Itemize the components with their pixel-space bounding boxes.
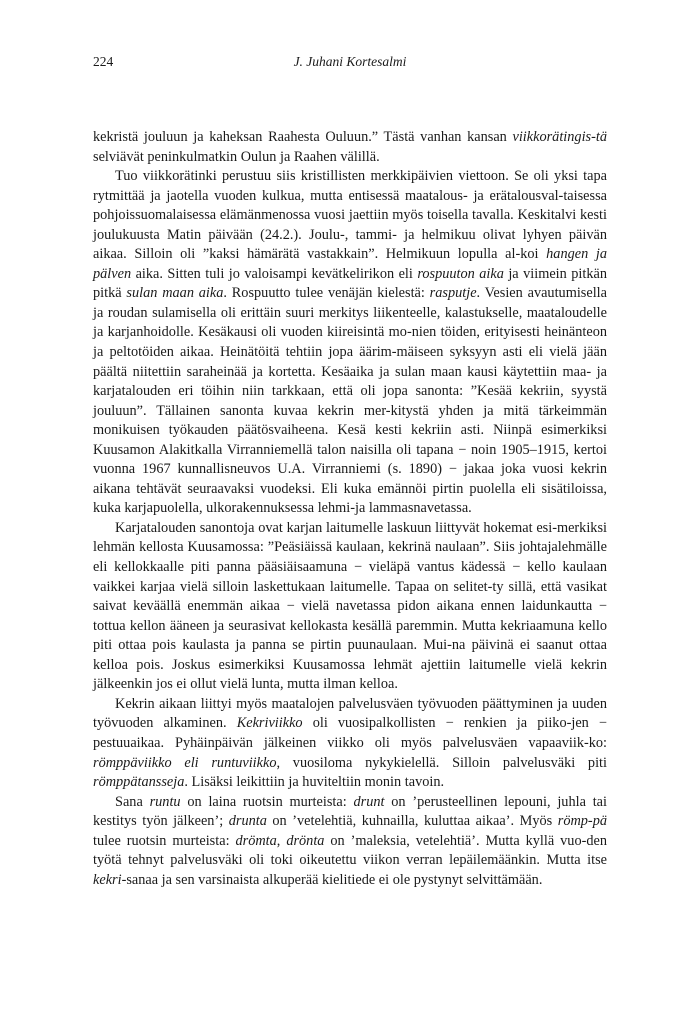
italic-term: römppäviikko eli runtuviikko	[93, 754, 277, 771]
paragraph-5	[93, 793, 607, 891]
text-run: kekristä jouluun ja kaheksan Raahesta Ouluun.” Tästä vanhan kansan	[93, 129, 513, 145]
text-run: on ’maleksia, vetelehtiä’. Mutta kyllä vuo-den työtä tehnyt palvelusväki oli toki oikeutettu viikon verran lepäilemäänkin. Mutta itse	[93, 832, 607, 869]
italic-term: kekri	[93, 871, 122, 888]
italic-term: viikkorätingis-tä	[512, 129, 607, 145]
paragraph-4	[93, 695, 607, 793]
italic-term: sulan maan aika	[126, 285, 224, 302]
text-run: . Vesien avautumisella ja roudan sulamisella oli erittäin suuri merkitys liikenteelle, kalastukselle, maataloudelle ja karjanhoidolle. Kesäkausi oli vuoden kiireisintä mo-nien töiden, erityisesti heinänteon ja peltotöiden aikaa. Heinätöitä tehtiin jopa äärim-mäiseen syksyyn asti eli vielä jään päältä niitettiin saraheinää ja kortetta. Kesäaika ja sulan maan kausi käytettiin maa- ja karjatalouden eri töihin niin tarkkaan, että oli jopa sanonta: ”Kesää kekriin, syystä jouluun”. Tällainen sanonta kuvaa kekrin mer-kitystä yhden ja mitä tärkeimmän monikuisen työkauden päätösvaiheena. Kesä kesti kekriin asti. Niinpä esimerkiksi Kuusamon Alakitkalla Virranniemellä talon naisilla oli tapana − noin 1905–1915, kertoi vuonna 1967 kunnallisneuvos U.A. Virranniemi (s. 1890) − jakaa joka vuosi kekrin aikana tehtävät seuraavaksi vuodeksi. Eli kuka emännöi pirtin puolella eli sisätiloissa, kuka karjapuolella, ulkorakennuksessa lehmi-ja lammasnavetassa.	[93, 285, 607, 517]
text-run: tulee ruotsin murteista:	[93, 832, 236, 849]
text-run: Tuo viikkorätinki perustuu siis kristillisten merkkipäivien viettoon. Se oli yksi tapa rytmittää ja jaotella vuoden kulkua, mutta entisessä maatalous- ja erätalousval-taisessa pohjoissuomalaisessa elämänmenossa vuosi jaettiin myös toisella tavalla. Keskitalvi kesti joulukuusta Matin päivään (24.2.). Joulu-, tammi- ja helmikuu olivat lyhyen päivän aikaa. Silloin oli ”kaksi hämärätä vastakkain”. Helmikuun lopulla al-koi	[93, 168, 607, 263]
running-title: J. Juhani Kortesalmi	[293, 54, 407, 69]
paragraph-3	[93, 519, 607, 695]
italic-term: Kekriviikko	[236, 715, 303, 732]
italic-term: drömta	[235, 832, 277, 849]
text-run: -sanaa ja sen varsinaista alkuperää kielitiede ei ole pystynyt selvittämään.	[121, 871, 543, 888]
italic-term: römppätansseja	[93, 774, 185, 791]
text-run: oli vuosipalkollisten − renkien ja piiko-jen − pestuuaikaa. Pyhäinpäivän jälkeinen viikko oli myös palvelusväen vapaaviik-ko:	[93, 715, 607, 751]
italic-term: rospuuton aika	[417, 265, 504, 282]
text-run: on ’perusteellinen lepouni, juhla tai kestitys työn jälkeen’;	[93, 793, 607, 830]
text-run: , vuosiloma nykykielellä. Silloin palvelusväki piti	[276, 754, 607, 771]
text-run: ja viimein pitkän pitkä	[93, 265, 607, 302]
text-run: Karjatalouden sanontoja ovat karjan laitumelle laskuun liittyvät hokemat esi-merkiksi lehmän kellosta Kuusamossa: ”Peäsiäissä kaulaan, kekrinä naulaan”. Siis johtajalehmälle eli kellokkaalle piti panna pääsiäisaamuna − vieläpä vantus kädessä − kello kaulaan vaikkei karjaa vielä silloin laskettukaan laitumelle. Tapaa on selitet-ty sillä, että vasikat saivat keväällä enemmän aikaa − vielä navetassa pidon aikana ennen laidunkautta − tottua kellon ääneen ja seurasivat kellokasta kesällä paremmin. Mutta kekriaamuna kello piti ottaa pois kaulasta ja panna se pirtin puunaulaan. Mui-na päivinä ei saanut ottaa kelloa pois. Joskus esimerkiksi Kuusamossa lehmät ajettiin laitumelle vielä kekrin jälkeenkin jos ei ollut vielä lunta, mutta ilman kelloa.	[93, 519, 607, 693]
text-run: Sana	[115, 793, 150, 810]
italic-term: hangen ja pälven	[93, 246, 607, 282]
text-run: aika. Sitten tuli jo valoisampi kevätkelirikon eli	[131, 265, 418, 282]
italic-term: drunta	[228, 813, 267, 830]
text-run: Kekrin aikaan liittyi myös maatalojen palvelusväen työvuoden päättyminen ja uuden työvuoden alkaminen.	[93, 695, 607, 732]
italic-term: römp-pä	[557, 813, 607, 830]
text-run: on laina ruotsin murteista:	[180, 793, 354, 810]
text-run: selviävät peninkulmatkin Oulun ja Raahen välillä.	[93, 148, 380, 165]
paragraph-1	[93, 128, 607, 167]
italic-term: drönta	[286, 832, 325, 849]
text-run: . Lisäksi leikittiin ja huviteltiin monin tavoin.	[184, 774, 445, 791]
italic-term: rasputje	[429, 285, 477, 302]
page-number: 224	[93, 54, 114, 69]
text-run: ,	[276, 832, 287, 849]
body-text	[93, 128, 607, 890]
running-head	[93, 54, 607, 74]
italic-term: drunt	[353, 793, 385, 810]
paragraph-2	[93, 167, 607, 519]
text-run: . Rospuutto tulee venäjän kielestä:	[223, 285, 430, 302]
italic-term: runtu	[149, 793, 181, 810]
text-run: on ’vetelehtiä, kuhnailla, kuluttaa aikaa’. Myös	[266, 813, 558, 830]
